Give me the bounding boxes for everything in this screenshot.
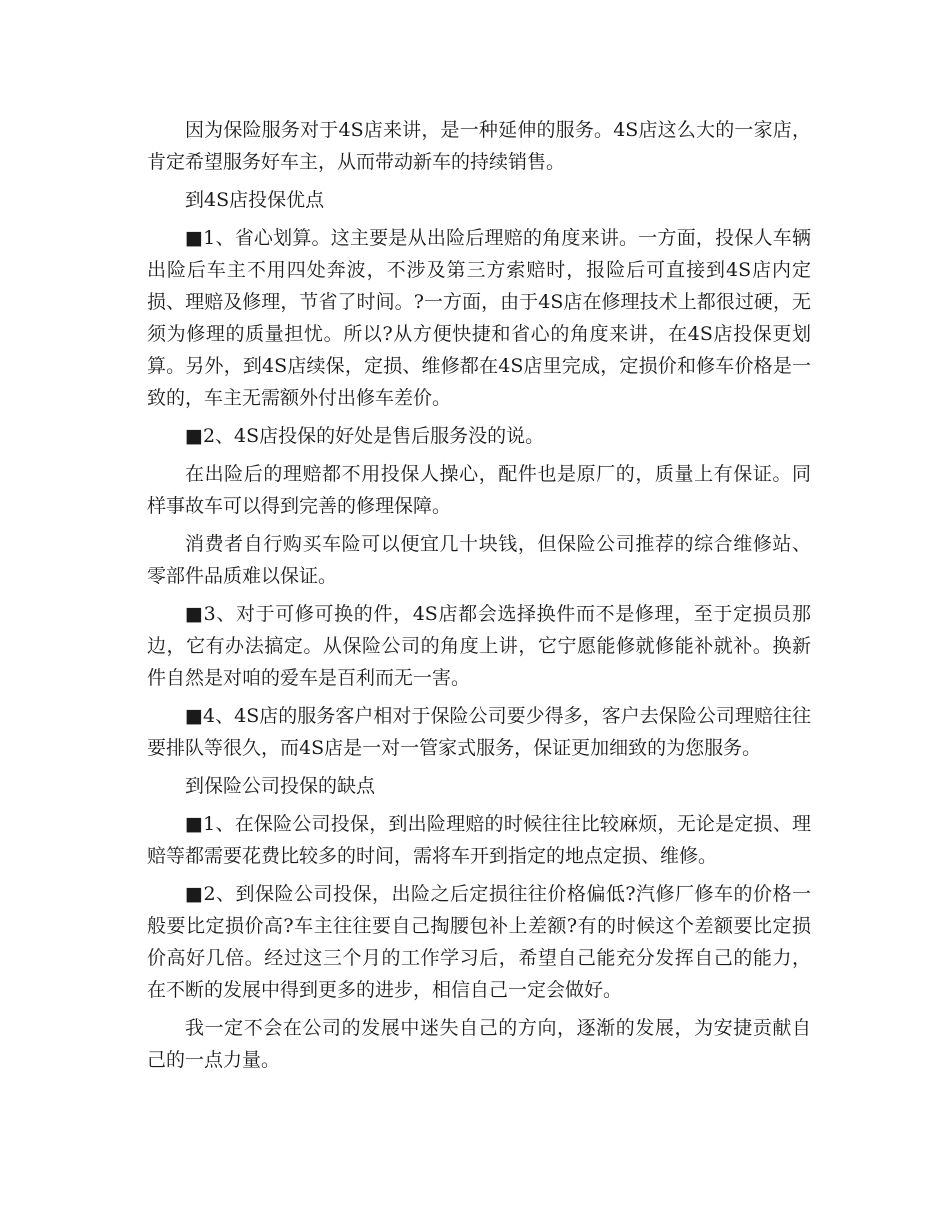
- paragraph-advantage-4: ■4、4S店的服务客户相对于保险公司要少得多，客户去保险公司理赔往往要排队等很久，而4S店是一对一管家式服务，保证更加细致的为您服务。: [147, 705, 811, 759]
- paragraph-consumer-note: 消费者自行购买车险可以便宜几十块钱，但保险公司推荐的综合维修站、零部件品质难以保证。: [147, 533, 811, 587]
- heading-insurer-disadvantages: 到保险公司投保的缺点: [185, 775, 376, 797]
- heading-4s-advantages: 到4S店投保优点: [185, 189, 325, 211]
- paragraph-disadvantage-1: ■1、在保险公司投保，到出险理赔的时候往往比较麻烦，无论是定损、理赔等都需要花费比较多的时间，需将车开到指定的地点定损、维修。: [147, 813, 811, 867]
- paragraph-advantage-3: ■3、对于可修可换的件，4S店都会选择换件而不是修理，至于定损员那边，它有办法搞定。从保险公司的角度上讲，它宁愿能修就修能补就补。换新件自然是对咱的爱车是百利而无一害。: [147, 603, 811, 689]
- paragraph-disadvantage-2: ■2、到保险公司投保，出险之后定损往往价格偏低?汽修厂修车的价格一般要比定损价高?车主往往要自己掏腰包补上差额?有的时候这个差额要比定损价高好几倍。经过这三个月的工作学习后，希望自己能充分发挥自己的能力，在不断的发展中得到更多的进步，相信自己一定会做好。: [147, 883, 811, 1001]
- paragraph-advantage-2: ■2、4S店投保的好处是售后服务没的说。: [185, 425, 545, 447]
- paragraph-claims: 在出险后的理赔都不用投保人操心，配件也是原厂的，质量上有保证。同样事故车可以得到完善的修理保障。: [147, 463, 811, 517]
- paragraph-intro: 因为保险服务对于4S店来讲，是一种延伸的服务。4S店这么大的一家店，肯定希望服务好车主，从而带动新车的持续销售。: [147, 119, 811, 173]
- document-body: [147, 114, 811, 1082]
- paragraph-closing: 我一定不会在公司的发展中迷失自己的方向，逐渐的发展，为安捷贡献自己的一点力量。: [147, 1017, 811, 1071]
- paragraph-advantage-1: ■1、省心划算。这主要是从出险后理赔的角度来讲。一方面，投保人车辆出险后车主不用四处奔波，不涉及第三方索赔时，报险后可直接到4S店内定损、理赔及修理，节省了时间。?一方面，由于4S店在修理技术上都很过硬，无须为修理的质量担忧。所以?从方便快捷和省心的角度来讲，在4S店投保更划算。另外，到4S店续保，定损、维修都在4S店里完成，定损价和修车价格是一致的，车主无需额外付出修车差价。: [147, 227, 811, 409]
